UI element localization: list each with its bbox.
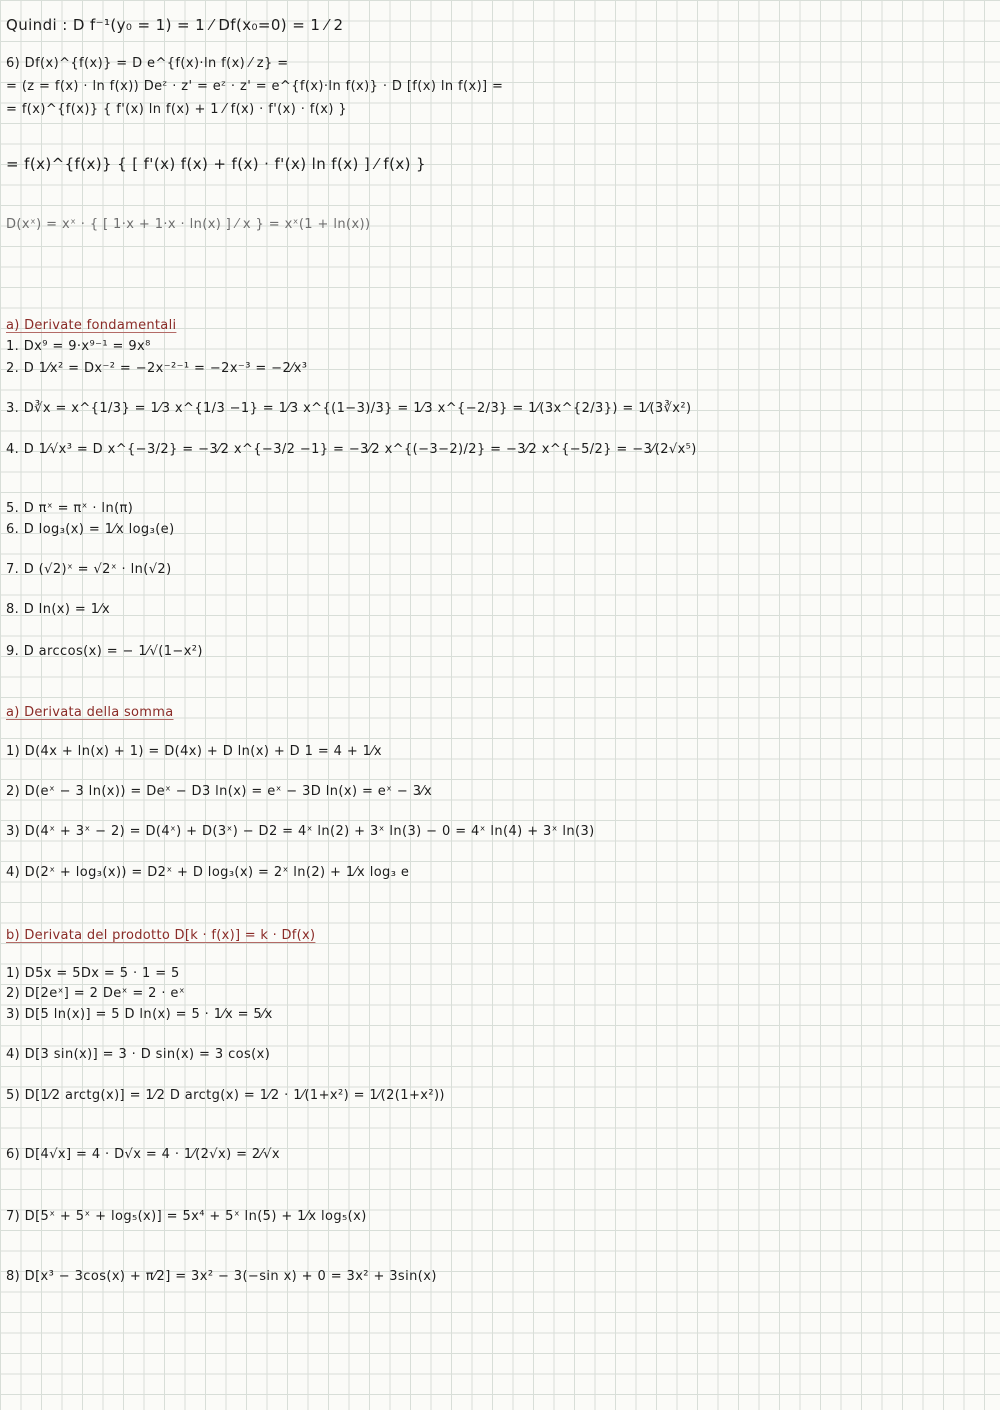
intro-line-6: D(xˣ) = xˣ · { [ 1·x + 1·x · ln(x) ] ⁄ x } = xˣ(1 + ln(x)) (6, 217, 371, 232)
list-item: 3. D∛x = x^{1/3} = 1⁄3 x^{1/3 −1} = 1⁄3 x^{(1−3)/3} = 1⁄3 x^{−2/3} = 1⁄(3x^{2/3}) = 1⁄(3∛x²) (6, 401, 692, 416)
list-item: 4. D 1⁄√x³ = D x^{−3/2} = −3⁄2 x^{−3/2 −1} = −3⁄2 x^{(−3−2)/2} = −3⁄2 x^{−5/2} = −3⁄(2√x⁵) (6, 442, 697, 457)
list-item: 4) D[3 sin(x)] = 3 · D sin(x) = 3 cos(x) (6, 1047, 271, 1062)
list-item: 4) D(2ˣ + log₃(x)) = D2ˣ + D log₃(x) = 2ˣ ln(2) + 1⁄x log₃ e (6, 865, 410, 880)
intro-line-2: 6) Df(x)^{f(x)} = D e^{f(x)·ln f(x) ⁄ z} = (6, 56, 289, 71)
intro-line-1: Quindi : D f⁻¹(y₀ = 1) = 1 ⁄ Df(x₀=0) = 1 ⁄ 2 (6, 16, 344, 34)
intro-line-4: = f(x)^{f(x)} { f'(x) ln f(x) + 1 ⁄ f(x) · f'(x) · f(x) } (6, 102, 348, 117)
list-item: 2. D 1⁄x² = Dx⁻² = −2x⁻²⁻¹ = −2x⁻³ = −2⁄x³ (6, 361, 308, 376)
list-item: 5. D πˣ = πˣ · ln(π) (6, 501, 134, 516)
intro-line-5: = f(x)^{f(x)} { [ f'(x) f(x) + f(x) · f'(x) ln f(x) ] ⁄ f(x) } (6, 155, 426, 173)
list-item: 2) D(eˣ − 3 ln(x)) = Deˣ − D3 ln(x) = eˣ − 3D ln(x) = eˣ − 3⁄x (6, 784, 433, 799)
list-item: 2) D[2eˣ] = 2 Deˣ = 2 · eˣ (6, 986, 185, 1001)
list-item: 1) D(4x + ln(x) + 1) = D(4x) + D ln(x) + D 1 = 4 + 1⁄x (6, 744, 383, 759)
list-item: 1) D5x = 5Dx = 5 · 1 = 5 (6, 966, 180, 981)
list-item: 1. Dx⁹ = 9·x⁹⁻¹ = 9x⁸ (6, 339, 151, 354)
list-item: 5) D[1⁄2 arctg(x)] = 1⁄2 D arctg(x) = 1⁄2 · 1⁄(1+x²) = 1⁄(2(1+x²)) (6, 1088, 445, 1103)
list-item: 6) D[4√x] = 4 · D√x = 4 · 1⁄(2√x) = 2⁄√x (6, 1147, 280, 1162)
list-item: 7) D[5ˣ + 5ˣ + log₅(x)] = 5x⁴ + 5ˣ ln(5) + 1⁄x log₅(x) (6, 1209, 367, 1224)
section-heading-fondamentali: a) Derivate fondamentali (6, 318, 177, 333)
list-item: 8. D ln(x) = 1⁄x (6, 602, 111, 617)
list-item: 6. D log₃(x) = 1⁄x log₃(e) (6, 522, 175, 537)
section-heading-somma: a) Derivata della somma (6, 705, 174, 720)
list-item: 3) D(4ˣ + 3ˣ − 2) = D(4ˣ) + D(3ˣ) − D2 = 4ˣ ln(2) + 3ˣ ln(3) − 0 = 4ˣ ln(4) + 3ˣ ln(3) (6, 824, 595, 839)
list-item: 7. D (√2)ˣ = √2ˣ · ln(√2) (6, 562, 172, 577)
list-item: 8) D[x³ − 3cos(x) + π⁄2] = 3x² − 3(−sin x) + 0 = 3x² + 3sin(x) (6, 1269, 437, 1284)
intro-line-3: = (z = f(x) · ln f(x)) Deᶻ · z' = eᶻ · z' = e^{f(x)·ln f(x)} · D [f(x) ln f(x)] = (6, 79, 504, 94)
section-heading-prodotto: b) Derivata del prodotto D[k · f(x)] = k · Df(x) (6, 928, 316, 943)
list-item: 3) D[5 ln(x)] = 5 D ln(x) = 5 · 1⁄x = 5⁄x (6, 1007, 273, 1022)
list-item: 9. D arccos(x) = − 1⁄√(1−x²) (6, 644, 203, 659)
